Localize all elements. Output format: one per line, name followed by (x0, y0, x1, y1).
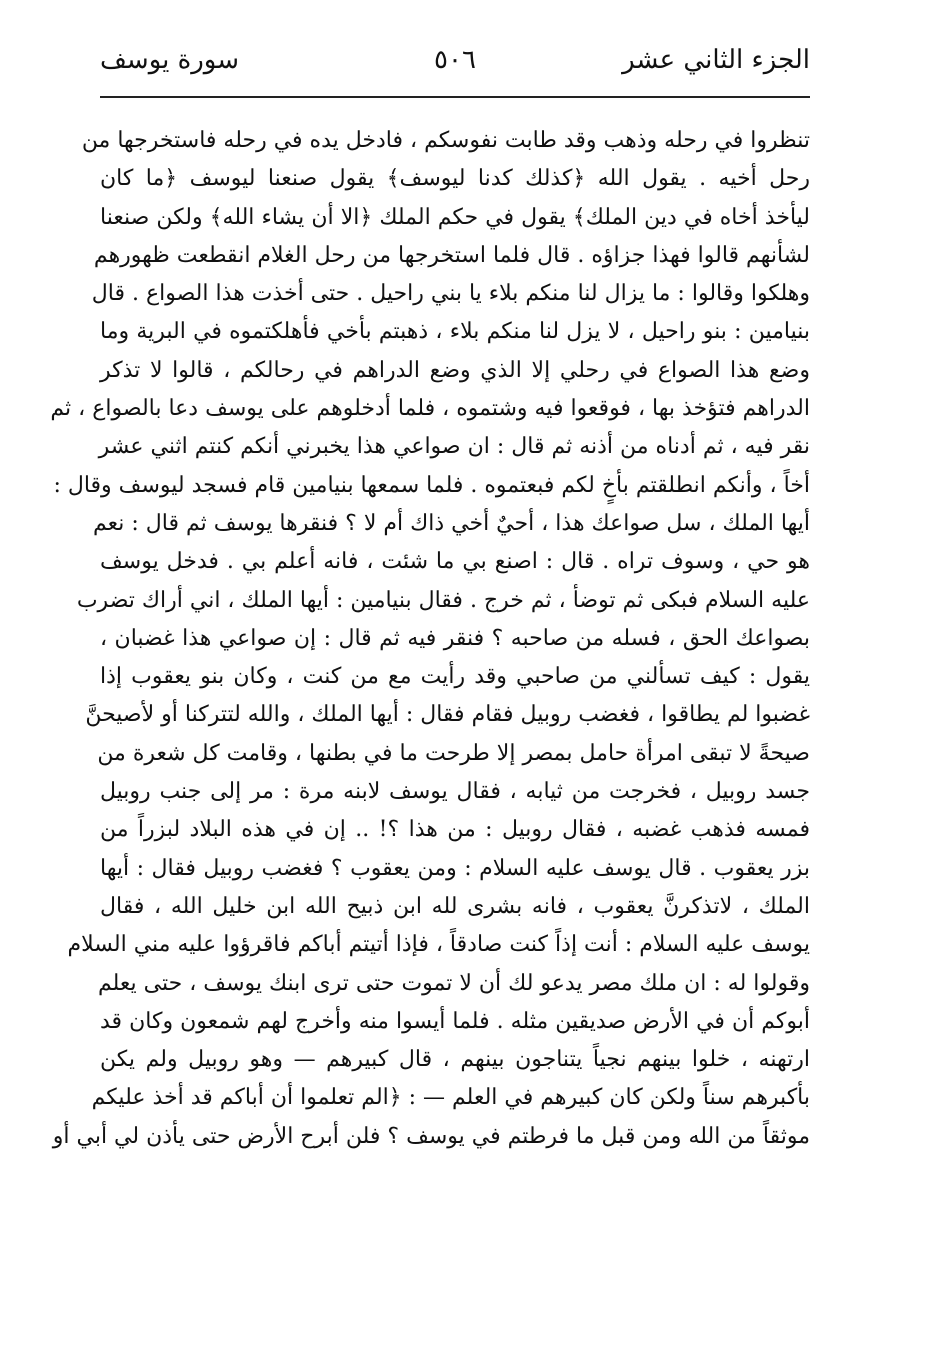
text-line: الدراهم فتؤخذ بها ، فوقعوا فيه وشتموه ، فلما أدخلوهم على يوسف دعا بالصواع ، ثم (50, 396, 810, 422)
text-line: أبوكم أن في الأرض صديقين مثله . فلما أيسوا منه وأخرج لهم شمعون وكان قد (100, 1008, 810, 1034)
text-line: عليه السلام فبكى ثم توضأ ، ثم خرج . فقال بنيامين : أيها الملك ، اني أراك تضرب (76, 587, 810, 613)
text-line: يقول : كيف تسألني من صاحبي وقد رأيت مع من كنت ، وكان بنو يعقوب إذا (100, 664, 810, 690)
page-number: ٥٠٦ (434, 45, 476, 75)
text-line: تنظروا في رحله وذهب وقد طابت نفوسكم ، فادخل يده في رحله فاستخرجها من (81, 128, 810, 153)
text-line: بصواعك الحق ، فسله من صاحبه ؟ فنقر فيه ثم قال : إن صواعي هذا غضبان ، (100, 625, 810, 651)
text-line: بأكبرهم سناً ولكن كان كبيرهم في العلم — : ﴿الم تعلموا أن أباكم قد أخذ عليكم (91, 1085, 810, 1111)
page-header (100, 40, 810, 90)
text-line: ليأخذ أخاه في دين الملك﴾ يقول في حكم الملك ﴿الا أن يشاء الله﴾ ولكن صنعنا (100, 204, 810, 230)
text-line: يوسف عليه السلام : أنت إذاً كنت صادقاً ، فإذا أتيتم أباكم فاقرؤوا عليه مني السلام (67, 932, 810, 958)
text-line: موثقاً من الله ومن قبل ما فرطتم في يوسف ؟ فلن أبرح الأرض حتى يأذن لي أبي أو (52, 1123, 810, 1149)
text-line: وهلكوا وقالوا : ما يزال لنا منكم بلاء يا بني راحيل . حتى أخذت هذا الصواع . قال (91, 281, 810, 307)
body-text (50, 122, 810, 1156)
text-line: وضع هذا الصواع في رحلي إلا الذي وضع الدراهم في رحالكم ، قالوا لا تذكر (100, 357, 810, 383)
text-line: لشأنهم قالوا فهذا جزاؤه . قال فلما استخرجها من رحل الغلام انقطعت ظهورهم (93, 242, 810, 268)
text-line: نقر فيه ، ثم أدناه من أذنه ثم قال : ان صواعي هذا يخبرني أنكم كنتم اثني عشر (98, 434, 810, 460)
text-line: أخاً ، وأنكم انطلقتم بأخٍ لكم فبعتموه . فلما سمعها بنيامين قام فسجد ليوسف وقال : (53, 472, 810, 498)
text-line: هو حي ، وسوف تراه . قال : اصنع بي ما شئت ، فانه أعلم بي . فدخل يوسف (100, 549, 810, 575)
text-line: غضبوا لم يطاقوا ، فغضب روبيل فقام فقال : أيها الملك ، والله لتتركنا أو لأصيحنَّ (85, 702, 810, 728)
text-line: صيحةً لا تبقى امرأة حامل بمصر إلا طرحت ما في بطنها ، وقامت كل شعرة من (97, 740, 810, 766)
surah-title: سورة يوسف (100, 45, 240, 75)
text-line: وقولوا له : ان ملك مصر يدعو لك أن لا تموت حتى ترى ابنك يوسف ، حتى يعلم (97, 970, 810, 996)
text-line: ارتهنه ، خلوا بينهم نجياً يتناجون بينهم ، قال كبيرهم — وهو روبيل ولم يكن (100, 1047, 810, 1073)
header-divider (100, 96, 810, 98)
text-line: الملك ، لاتذكرنَّ يعقوب ، فانه بشرى لله ابن ذبيح الله ابن خليل الله ، فقال (100, 893, 810, 919)
part-title: الجزء الثاني عشر (622, 45, 810, 75)
text-line: فمسه فذهب غضبه ، فقال روبيل : من هذا ؟! .. إن في هذه البلاد لبزراً من (100, 817, 810, 843)
text-line: بزر يعقوب . قال يوسف عليه السلام : ومن يعقوب ؟ فغضب روبيل فقال : أيها (100, 855, 810, 881)
text-line: جسد روبيل ، فخرجت من ثيابه ، فقال يوسف لابنه مرة : مر إلى جنب روبيل (100, 779, 810, 805)
text-line: أيها الملك ، سل صواعك هذا ، أحيٌ أخي ذاك أم لا ؟ فنقرها يوسف ثم قال : نعم (93, 510, 810, 536)
text-line: رحل أخيه . يقول الله ﴿كذلك كدنا ليوسف﴾ يقول صنعنا ليوسف ﴿ما كان (100, 166, 810, 192)
text-line: بنيامين : بنو راحيل ، لا يزل لنا منكم بلاء ، ذهبتم بأخي فأهلكتموه في البرية وما (100, 319, 810, 345)
